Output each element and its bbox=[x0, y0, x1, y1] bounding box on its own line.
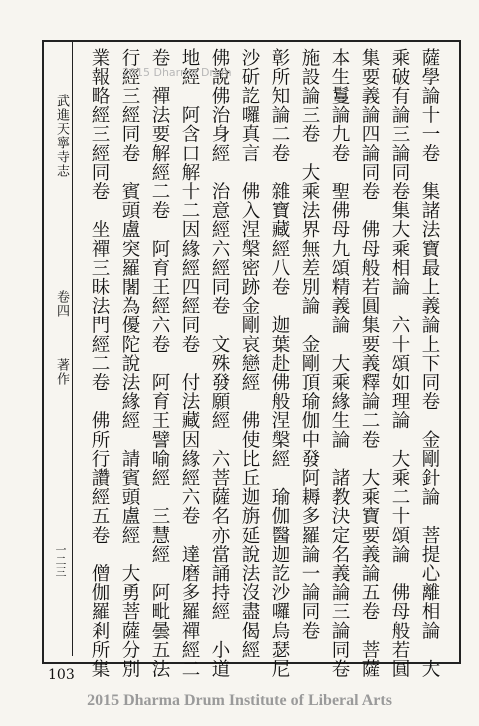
watermark-bottom: 2015 Dharma Drum Institute of Liberal Arts bbox=[87, 692, 392, 709]
volume-label: 卷四 bbox=[54, 290, 69, 318]
text-column: 彰所知論二卷 雜寶藏經八卷 迦葉赴佛般涅槃經 瑜伽醫迦訖沙囉烏瑟尼 bbox=[269, 48, 290, 679]
header-strip bbox=[48, 42, 73, 656]
text-column: 佛說佛治身經 治意經六經同卷 文殊發願經 六菩薩名亦當誦持經 小道 bbox=[209, 48, 230, 679]
section-label: 著作 bbox=[54, 358, 69, 386]
print-page-number: 103 bbox=[48, 667, 75, 683]
text-column: 集要義論四論同卷 佛母般若圓集要義釋論二卷 大乘寶要義論五卷 菩薩 bbox=[359, 48, 380, 679]
text-column: 施設論三卷 大乘法界無差別論 金剛頂瑜伽中發阿耨多羅論一論同卷 bbox=[299, 48, 320, 641]
text-column: 卷 禪法要解經二卷 阿育王經六卷 阿育王譬喻經 三慧經 阿毗曇五法 bbox=[149, 48, 170, 679]
text-column: 乘破有論三論同卷集大乘相論 六十頌如理論 大乘二十頌論 佛母般若圓 bbox=[389, 48, 410, 679]
book-title: 武進天寧寺志 bbox=[54, 94, 69, 178]
text-column: 業報略經三經同卷 坐禪三昧法門經二卷 佛所行讚經五卷 僧伽羅剎所集 bbox=[89, 48, 110, 679]
watermark-top: 2015 Dharma Drum bbox=[122, 66, 232, 79]
text-column: 本生鬘論九卷 聖佛母九頌精義論 大乘緣生論 諸教決定名義論三論同卷 bbox=[329, 48, 350, 679]
text-column: 地經 阿含口解十二因緣經四經同卷 付法藏因緣經六卷 達磨多羅禪經二 bbox=[179, 48, 200, 679]
text-column: 行經三經同卷 賓頭盧突羅闍為優陀說法緣經 請賓頭盧經 大勇菩薩分別 bbox=[119, 48, 140, 679]
text-column: 薩學論十一卷 集諸法寶最上義論上下同卷 金剛針論 菩提心離相論 大 bbox=[419, 48, 440, 679]
chinese-page-number: 一二三 bbox=[54, 544, 67, 577]
text-column: 沙斫訖囉真言 佛入涅槃密跡金剛哀戀經 佛使比丘迦旃延說法沒盡偈經 bbox=[239, 48, 260, 660]
